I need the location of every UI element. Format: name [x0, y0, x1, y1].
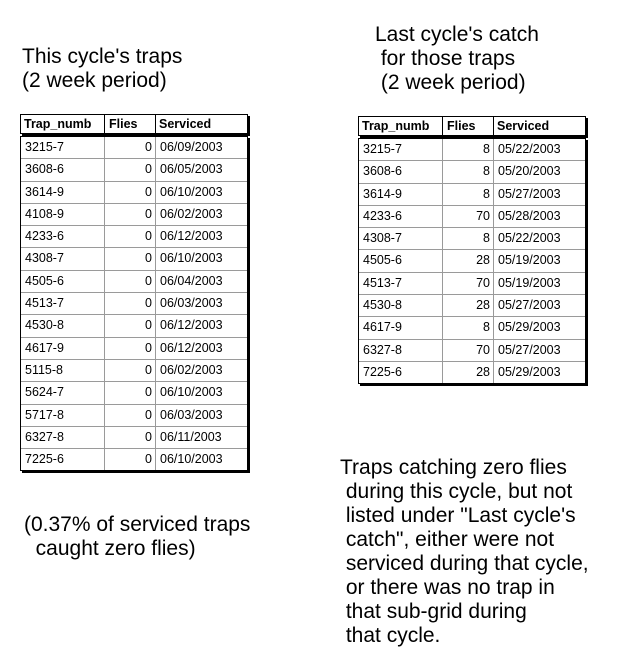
serviced-date-cell: 05/20/2003 [498, 164, 561, 179]
flies-cell: 70 [443, 206, 494, 227]
serviced-date-cell: 06/10/2003 [160, 251, 223, 266]
this-cycle-table [20, 114, 248, 471]
column-header-flies: Flies [105, 115, 156, 133]
last-cycle-table-header [358, 116, 586, 136]
flies-cell: 0 [105, 338, 156, 359]
trap-number-cell: 3614-9 [21, 182, 105, 203]
table-row [359, 206, 585, 228]
column-header-trap: Trap_numb [21, 115, 105, 133]
table-row [21, 137, 247, 159]
table-row [359, 250, 585, 272]
trap-number-cell: 3608-6 [359, 161, 443, 182]
serviced-date-cell: 06/12/2003 [160, 318, 223, 333]
flies-cell: 0 [105, 293, 156, 314]
flies-cell: 8 [443, 139, 494, 160]
flies-cell: 70 [443, 273, 494, 294]
this-cycle-table-body [20, 136, 248, 471]
serviced-date-cell: 06/12/2003 [160, 229, 223, 244]
flies-cell: 0 [105, 427, 156, 448]
serviced-date-cell: 06/02/2003 [160, 362, 223, 377]
serviced-date-cell: 05/27/2003 [498, 342, 561, 357]
table-row [21, 248, 247, 270]
serviced-date-cell: 06/10/2003 [160, 184, 223, 199]
serviced-date-cell: 05/22/2003 [498, 231, 561, 246]
trap-number-cell: 4308-7 [359, 228, 443, 249]
explanation-note: Traps catching zero flies during this cycle, but not listed under "Last cycle's catch", either were not serviced during that cycle, or there was no trap in that sub-grid during that cycle. [340, 456, 589, 647]
table-row [21, 360, 247, 382]
serviced-date-cell: 05/29/2003 [498, 364, 561, 379]
table-row [359, 340, 585, 362]
column-header-serviced: Serviced [497, 119, 550, 133]
table-row [21, 315, 247, 337]
flies-cell: 0 [105, 271, 156, 292]
table-row [21, 204, 247, 226]
trap-number-cell: 4513-7 [21, 293, 105, 314]
trap-number-cell: 3215-7 [21, 137, 105, 158]
trap-number-cell: 4505-6 [359, 250, 443, 271]
table-row [359, 228, 585, 250]
last-cycle-table [358, 116, 586, 384]
serviced-date-cell: 06/04/2003 [160, 273, 223, 288]
serviced-date-cell: 05/27/2003 [498, 186, 561, 201]
trap-number-cell: 5717-8 [21, 405, 105, 426]
trap-number-cell: 4308-7 [21, 248, 105, 269]
serviced-date-cell: 06/05/2003 [160, 162, 223, 177]
serviced-date-cell: 06/11/2003 [160, 429, 222, 444]
serviced-date-cell: 05/29/2003 [498, 320, 561, 335]
flies-cell: 0 [105, 360, 156, 381]
trap-number-cell: 7225-6 [359, 362, 443, 383]
flies-cell: 0 [105, 226, 156, 247]
serviced-date-cell: 05/22/2003 [498, 142, 561, 156]
table-row [21, 226, 247, 248]
trap-number-cell: 4513-7 [359, 273, 443, 294]
trap-number-cell: 3215-7 [359, 139, 443, 160]
table-row [21, 182, 247, 204]
serviced-date-cell: 05/28/2003 [498, 208, 561, 223]
flies-cell: 70 [443, 340, 494, 361]
flies-cell: 8 [443, 161, 494, 182]
right-caption: Last cycle's catch for those traps (2 week period) [375, 23, 539, 94]
serviced-date-cell: 06/03/2003 [160, 296, 223, 311]
trap-number-cell: 7225-6 [21, 449, 105, 470]
column-header-flies: Flies [443, 117, 494, 135]
flies-cell: 0 [105, 248, 156, 269]
serviced-date-cell: 06/10/2003 [160, 452, 223, 467]
table-row [359, 139, 585, 161]
table-row [359, 273, 585, 295]
flies-cell: 0 [105, 137, 156, 158]
table-row [21, 271, 247, 293]
serviced-date-cell: 06/10/2003 [160, 385, 223, 400]
last-cycle-table-body [358, 138, 586, 384]
table-row [21, 338, 247, 360]
trap-number-cell: 5115-8 [21, 360, 105, 381]
left-caption: This cycle's traps (2 week period) [22, 45, 183, 92]
trap-number-cell: 3608-6 [21, 159, 105, 180]
zero-flies-percentage-note: (0.37% of serviced traps caught zero flies) [24, 513, 251, 560]
flies-cell: 8 [443, 228, 494, 249]
trap-number-cell: 4617-9 [359, 317, 443, 338]
table-row [21, 405, 247, 427]
flies-cell: 0 [105, 382, 156, 403]
trap-number-cell: 4530-8 [21, 315, 105, 336]
table-row [21, 159, 247, 181]
table-row [21, 427, 247, 449]
serviced-date-cell: 05/19/2003 [498, 253, 561, 268]
trap-number-cell: 4505-6 [21, 271, 105, 292]
serviced-date-cell: 06/03/2003 [160, 407, 223, 422]
flies-cell: 0 [105, 159, 156, 180]
flies-cell: 8 [443, 184, 494, 205]
column-header-serviced: Serviced [159, 117, 212, 131]
trap-number-cell: 4233-6 [21, 226, 105, 247]
serviced-date-cell: 06/09/2003 [160, 140, 223, 154]
serviced-date-cell: 05/27/2003 [498, 298, 561, 313]
serviced-date-cell: 06/12/2003 [160, 340, 223, 355]
table-row [21, 382, 247, 404]
table-row [359, 295, 585, 317]
flies-cell: 28 [443, 362, 494, 383]
flies-cell: 28 [443, 250, 494, 271]
table-row [359, 161, 585, 183]
trap-number-cell: 6327-8 [359, 340, 443, 361]
table-row [21, 293, 247, 315]
flies-cell: 28 [443, 295, 494, 316]
this-cycle-table-header [20, 114, 248, 134]
flies-cell: 8 [443, 317, 494, 338]
trap-number-cell: 4617-9 [21, 338, 105, 359]
table-row [359, 317, 585, 339]
trap-number-cell: 4233-6 [359, 206, 443, 227]
table-row [21, 449, 247, 470]
table-row [359, 362, 585, 383]
flies-cell: 0 [105, 182, 156, 203]
serviced-date-cell: 05/19/2003 [498, 275, 561, 290]
trap-number-cell: 5624-7 [21, 382, 105, 403]
table-row [359, 184, 585, 206]
trap-number-cell: 3614-9 [359, 184, 443, 205]
flies-cell: 0 [105, 315, 156, 336]
trap-number-cell: 4108-9 [21, 204, 105, 225]
trap-number-cell: 6327-8 [21, 427, 105, 448]
serviced-date-cell: 06/02/2003 [160, 206, 223, 221]
flies-cell: 0 [105, 449, 156, 470]
flies-cell: 0 [105, 405, 156, 426]
column-header-trap: Trap_numb [359, 117, 443, 135]
flies-cell: 0 [105, 204, 156, 225]
trap-number-cell: 4530-8 [359, 295, 443, 316]
